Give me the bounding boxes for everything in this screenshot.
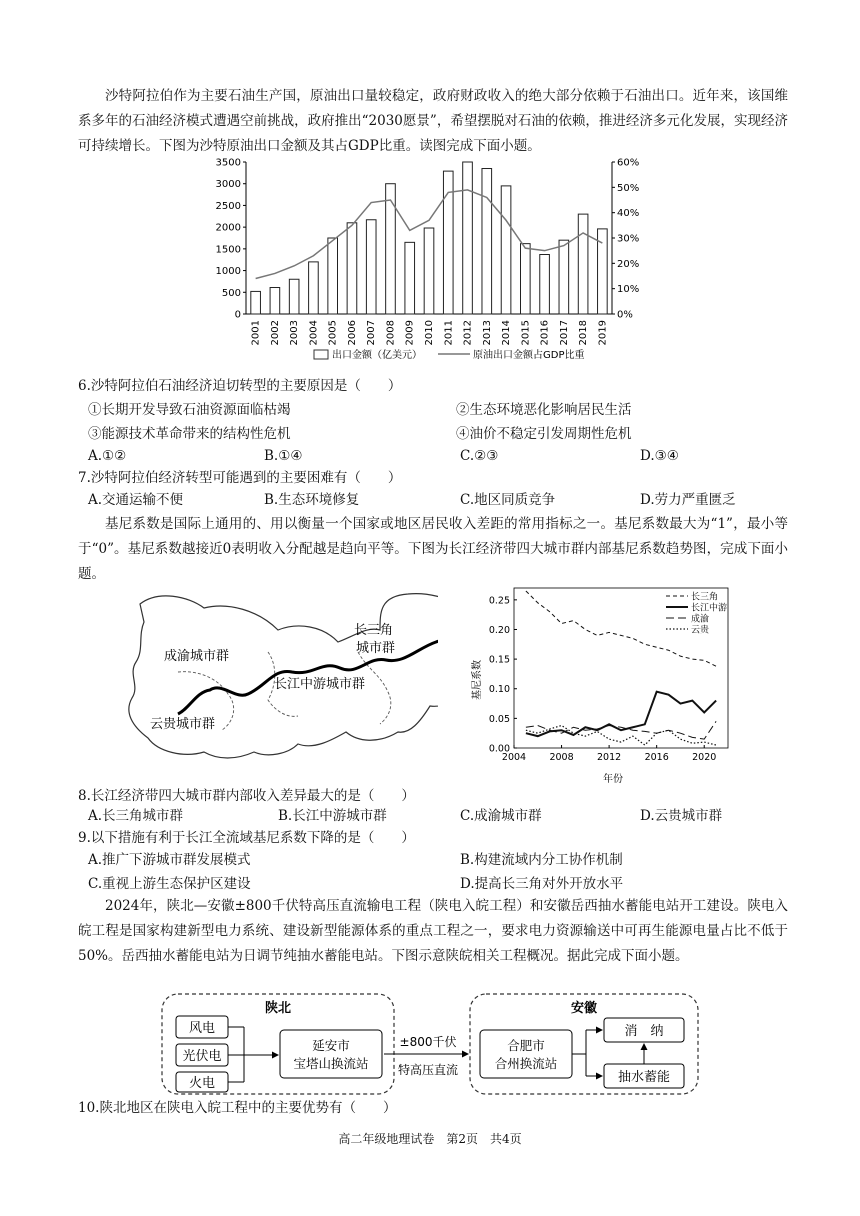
q6-option-a[interactable]: A.①② xyxy=(88,448,127,464)
y-tick-label-left: 3000 xyxy=(215,179,241,191)
export-bar xyxy=(482,169,492,314)
q6-item-3: ③能源技术革命带来的结构性危机 xyxy=(88,426,291,442)
legend-bar-swatch xyxy=(314,350,328,359)
hezhou-station-label: 合州换流站 xyxy=(494,1056,558,1071)
x-tick-label: 2010 xyxy=(424,320,435,346)
x-tick-label: 2016 xyxy=(539,320,551,346)
x-tick-label: 2004 xyxy=(308,320,320,346)
x-tick-label: 2017 xyxy=(558,320,570,346)
question-9-stem: 9.以下措施有利于长江全流域基尼系数下降的是（ ） xyxy=(78,830,415,846)
q9-option-d[interactable]: D.提高长三角对外开放水平 xyxy=(460,876,624,892)
x-tick-label: 2008 xyxy=(385,320,397,346)
x-tick-label: 2003 xyxy=(289,320,301,346)
map-label-chengyu: 成渝城市群 xyxy=(164,649,230,664)
gini-x-tick-label: 2008 xyxy=(549,752,574,763)
y-tick-label-right: 30% xyxy=(617,233,640,245)
intro-paragraph-gini: 基尼系数是国际上通用的、用以衡量一个国家或地区居民收入差距的常用指标之一。基尼系数最大为“1”，最小等于“0”。基尼系数越接近0表明收入分配越是趋向平等。下图为长江经济带四大城市群内部基尼系数趋势图，完成下面小题。 xyxy=(78,516,788,582)
x-tick-label: 2009 xyxy=(404,320,416,346)
yanan-city-label: 延安市 xyxy=(312,1038,350,1053)
map-label-yangtze-delta-1: 长三角 xyxy=(354,623,394,638)
x-tick-label: 2013 xyxy=(481,320,493,346)
q6-option-b[interactable]: B.①④ xyxy=(264,448,303,464)
thermal-power-label: 火电 xyxy=(188,1076,216,1091)
q8-option-a[interactable]: A.长三角城市群 xyxy=(88,808,184,824)
export-bar xyxy=(386,184,396,314)
export-bar xyxy=(309,262,319,314)
export-bar xyxy=(328,238,338,314)
y-tick-label-left: 3500 xyxy=(215,157,241,169)
question-10-stem: 10.陕北地区在陕电入皖工程中的主要优势有（ ） xyxy=(78,1100,397,1116)
q8-option-d[interactable]: D.云贵城市群 xyxy=(640,808,723,824)
x-tick-label: 2002 xyxy=(269,320,281,346)
y-tick-label-right: 10% xyxy=(617,284,640,296)
page-footer: 高二年级地理试卷 第2页 共4页 xyxy=(338,1132,522,1146)
x-tick-label: 2006 xyxy=(346,320,358,346)
export-bar xyxy=(540,255,550,314)
gini-trend-chart xyxy=(470,580,740,786)
q6-item-1: ①长期开发导致石油资源面临枯竭 xyxy=(88,402,291,418)
y-tick-label-right: 40% xyxy=(617,208,640,220)
y-tick-label-left: 1000 xyxy=(215,266,241,278)
gini-y-tick-label: 0.20 xyxy=(488,624,510,636)
export-bar xyxy=(578,214,588,314)
x-tick-label: 2011 xyxy=(443,320,455,346)
x-tick-label: 2007 xyxy=(366,320,378,346)
q8-option-b[interactable]: B.长江中游城市群 xyxy=(278,808,387,824)
gini-y-tick-label: 0.00 xyxy=(488,743,510,755)
y-tick-label-right: 60% xyxy=(617,157,640,169)
gini-legend-label: 长三角 xyxy=(691,592,719,603)
question-8-stem: 8.长江经济带四大城市群内部收入差异最大的是（ ） xyxy=(78,788,415,804)
question-6-stem: 6.沙特阿拉伯石油经济迫切转型的主要原因是（ ） xyxy=(78,378,402,394)
gini-x-tick-label: 2016 xyxy=(644,752,669,763)
gini-legend-label: 长江中游 xyxy=(691,603,728,614)
y-tick-label-left: 2500 xyxy=(215,200,241,212)
intro-paragraph-power: 2024年，陕北—安徽±800千伏特高压直流输电工程（陕电入皖工程）和安徽岳西抽水蓄能电站开工建设。陕电入皖工程是国家构建新型电力系统、建设新型能源体系的重点工程之一，要求电力资源输送中可再生能源电量占比不低于50%。岳西抽水蓄能电站为日调节纯抽水蓄能电站。下图示意陕皖相关工程概况。据此完成下面小题。 xyxy=(78,898,788,964)
y-tick-label-right: 0% xyxy=(617,309,633,321)
gini-y-tick-label: 0.15 xyxy=(488,654,510,666)
question-7-stem: 7.沙特阿拉伯经济转型可能遇到的主要困难有（ ） xyxy=(78,470,402,486)
export-bar xyxy=(405,242,415,314)
export-bar xyxy=(424,228,434,314)
consume-label: 消 纳 xyxy=(624,1024,664,1039)
y-tick-label-left: 1500 xyxy=(215,244,241,256)
q7-option-c[interactable]: C.地区同质竞争 xyxy=(460,492,556,508)
export-bar xyxy=(289,279,299,314)
export-bar xyxy=(251,291,261,314)
q9-option-b[interactable]: B.构建流域内分工协作机制 xyxy=(460,852,623,868)
gini-series-line xyxy=(526,692,716,736)
export-bar xyxy=(463,162,473,314)
oil-export-chart xyxy=(200,150,660,368)
q7-option-d[interactable]: D.劳力严重匮乏 xyxy=(640,492,736,508)
export-bar xyxy=(347,223,357,314)
export-bar xyxy=(366,220,376,314)
export-bar xyxy=(521,244,531,314)
gini-y-tick-label: 0.25 xyxy=(488,595,510,607)
x-tick-label: 2005 xyxy=(327,320,339,346)
x-tick-label: 2001 xyxy=(250,320,262,346)
export-bar xyxy=(270,288,280,314)
export-bar xyxy=(559,240,569,314)
export-bar xyxy=(501,186,511,314)
gini-y-axis-label: 基尼系数 xyxy=(472,660,483,700)
shaanbei-title: 陕北 xyxy=(264,1001,292,1016)
intro-paragraph-oil: 沙特阿拉伯作为主要石油生产国，原油出口量较稳定，政府财政收入的绝大部分依赖于石油出口。近年来，该国维系多年的石油经济模式遭遇空前挑战，政府推出“2030愿景”，希望摆脱对石油的依赖，推进经济多元化发展，实现经济可持续增长。下图为沙特原油出口金额及其占GDP比重。读图完成下面小题。 xyxy=(78,88,788,154)
gini-y-tick-label: 0.05 xyxy=(488,713,510,725)
legend-line-label: 原油出口金额占GDP比重 xyxy=(473,350,585,361)
map-outline xyxy=(129,594,438,758)
baotashan-station-label: 宝塔山换流站 xyxy=(293,1056,369,1071)
map-label-middle-reaches: 长江中游城市群 xyxy=(274,677,366,692)
x-tick-label: 2018 xyxy=(578,320,590,346)
uhv-voltage-label: ±800千伏 xyxy=(399,1035,457,1049)
y-tick-label-right: 50% xyxy=(617,182,640,194)
gini-series-line xyxy=(526,725,716,745)
q8-option-c[interactable]: C.成渝城市群 xyxy=(460,808,542,824)
y-tick-label-right: 20% xyxy=(617,258,640,270)
gini-x-tick-label: 2004 xyxy=(501,752,527,763)
q6-option-c[interactable]: C.②③ xyxy=(460,448,499,464)
q9-option-a[interactable]: A.推广下游城市群发展模式 xyxy=(88,852,251,868)
uhv-type-label: 特高压直流 xyxy=(397,1063,459,1077)
anhui-title: 安徽 xyxy=(570,1001,598,1016)
gini-x-axis-label: 年份 xyxy=(603,774,623,785)
solar-power-label: 光伏电 xyxy=(182,1049,222,1064)
q6-item-2: ②生态环境恶化影响居民生活 xyxy=(456,402,632,418)
q9-option-c[interactable]: C.重视上游生态保护区建设 xyxy=(88,876,251,892)
gini-legend-label: 成渝 xyxy=(691,614,710,625)
q6-option-d[interactable]: D.③④ xyxy=(640,448,679,464)
gini-x-tick-label: 2012 xyxy=(597,752,622,763)
q6-item-4: ④油价不稳定引发周期性危机 xyxy=(456,426,632,442)
gini-x-tick-label: 2020 xyxy=(692,752,717,763)
wind-power-label: 风电 xyxy=(188,1021,216,1036)
legend-bar-label: 出口金额（亿美元） xyxy=(332,350,422,361)
x-tick-label: 2015 xyxy=(520,320,532,346)
x-tick-label: 2014 xyxy=(501,320,513,346)
q7-option-b[interactable]: B.生态环境修复 xyxy=(264,492,360,508)
y-tick-label-left: 500 xyxy=(221,287,241,299)
map-label-yungui: 云贵城市群 xyxy=(150,717,216,732)
y-tick-label-left: 2000 xyxy=(215,222,241,234)
x-tick-label: 2012 xyxy=(462,320,474,346)
q7-option-a[interactable]: A.交通运输不便 xyxy=(88,492,184,508)
y-tick-label-left: 0 xyxy=(234,309,241,321)
map-label-yangtze-delta-2: 城市群 xyxy=(356,641,396,656)
gini-legend-label: 云贵 xyxy=(691,625,710,636)
gini-y-tick-label: 0.10 xyxy=(488,684,510,696)
x-tick-label: 2019 xyxy=(597,320,609,346)
storage-label: 抽水蓄能 xyxy=(617,1070,671,1085)
power-transmission-diagram xyxy=(150,990,710,1100)
hefei-city-label: 合肥市 xyxy=(507,1038,545,1053)
yangtze-city-cluster-map xyxy=(118,582,438,772)
